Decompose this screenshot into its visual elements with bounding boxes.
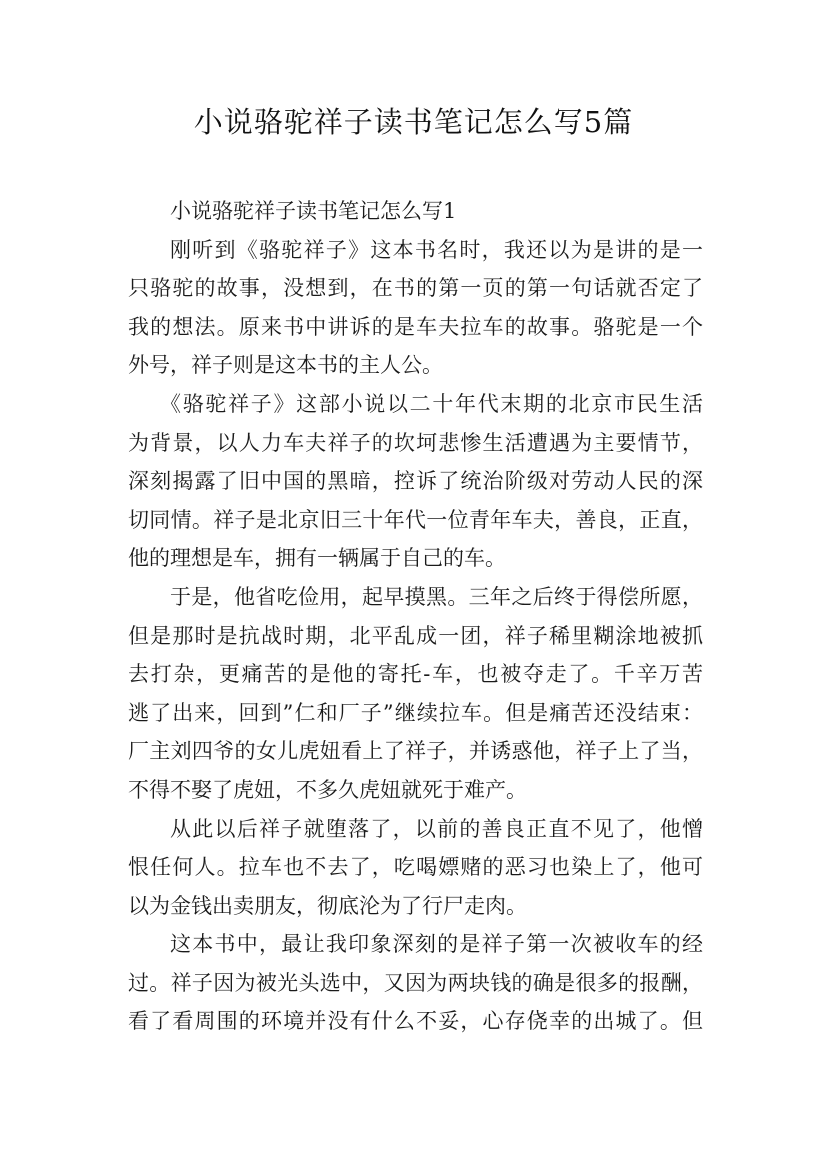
- paragraph-line: 于是，他省吃俭用，起早摸黑。三年之后终于得偿所愿，: [170, 584, 703, 609]
- paragraph-line: 他的理想是车，拥有一辆属于自己的车。: [128, 546, 506, 571]
- paragraph-line: 这本书中，最让我印象深刻的是祥子第一次被收车的经: [170, 932, 703, 957]
- document-body: [128, 192, 703, 1041]
- paragraph-line: 过。祥子因为被光头选中，又因为两块钱的确是很多的报酬，: [128, 970, 703, 995]
- paragraph-line: 为背景，以人力车夫祥子的坎坷悲惨生活遭遇为主要情节，: [128, 430, 703, 455]
- paragraph-line: 但是那时是抗战时期，北平乱成一团，祥子稀里糊涂地被抓: [128, 623, 703, 648]
- paragraph-line: 我的想法。原来书中讲诉的是车夫拉车的故事。骆驼是一个: [128, 314, 703, 339]
- paragraph-line: 看了看周围的环境并没有什么不妥，心存侥幸的出城了。但: [128, 1009, 703, 1034]
- paragraph-line: 厂主刘四爷的女儿虎妞看上了祥子，并诱惑他，祥子上了当，: [128, 739, 703, 764]
- paragraph-line: 外号，祥子则是这本书的主人公。: [128, 353, 443, 378]
- paragraph-line: 刚听到《骆驼祥子》这本书名时，我还以为是讲的是一: [170, 237, 703, 262]
- paragraph-line: 以为金钱出卖朋友，彻底沦为了行尸走肉。: [128, 893, 527, 918]
- document-title: 小说骆驼祥子读书笔记怎么写5篇: [193, 105, 634, 139]
- paragraph-line: 只骆驼的故事，没想到，在书的第一页的第一句话就否定了: [128, 276, 703, 301]
- paragraph-line: 切同情。祥子是北京旧三十年代一位青年车夫，善良，正直，: [128, 507, 703, 532]
- paragraph-line: 恨任何人。拉车也不去了，吃喝嫖赌的恶习也染上了，他可: [128, 855, 703, 880]
- paragraph-line: 《骆驼祥子》这部小说以二十年代末期的北京市民生活: [160, 391, 703, 416]
- paragraph-line: 逃了出来，回到”仁和厂子”继续拉车。但是痛苦还没结束：: [128, 700, 703, 725]
- paragraph-line: 不得不娶了虎妞，不多久虎妞就死于难产。: [128, 777, 527, 802]
- paragraph-line: 去打杂，更痛苦的是他的寄托-车，也被夺走了。千辛万苦: [128, 662, 703, 687]
- paragraph-line: 从此以后祥子就堕落了，以前的善良正直不见了，他憎: [170, 816, 703, 841]
- section-heading: 小说骆驼祥子读书笔记怎么写1: [170, 199, 457, 223]
- paragraph-line: 深刻揭露了旧中国的黑暗，控诉了统治阶级对劳动人民的深: [128, 469, 703, 494]
